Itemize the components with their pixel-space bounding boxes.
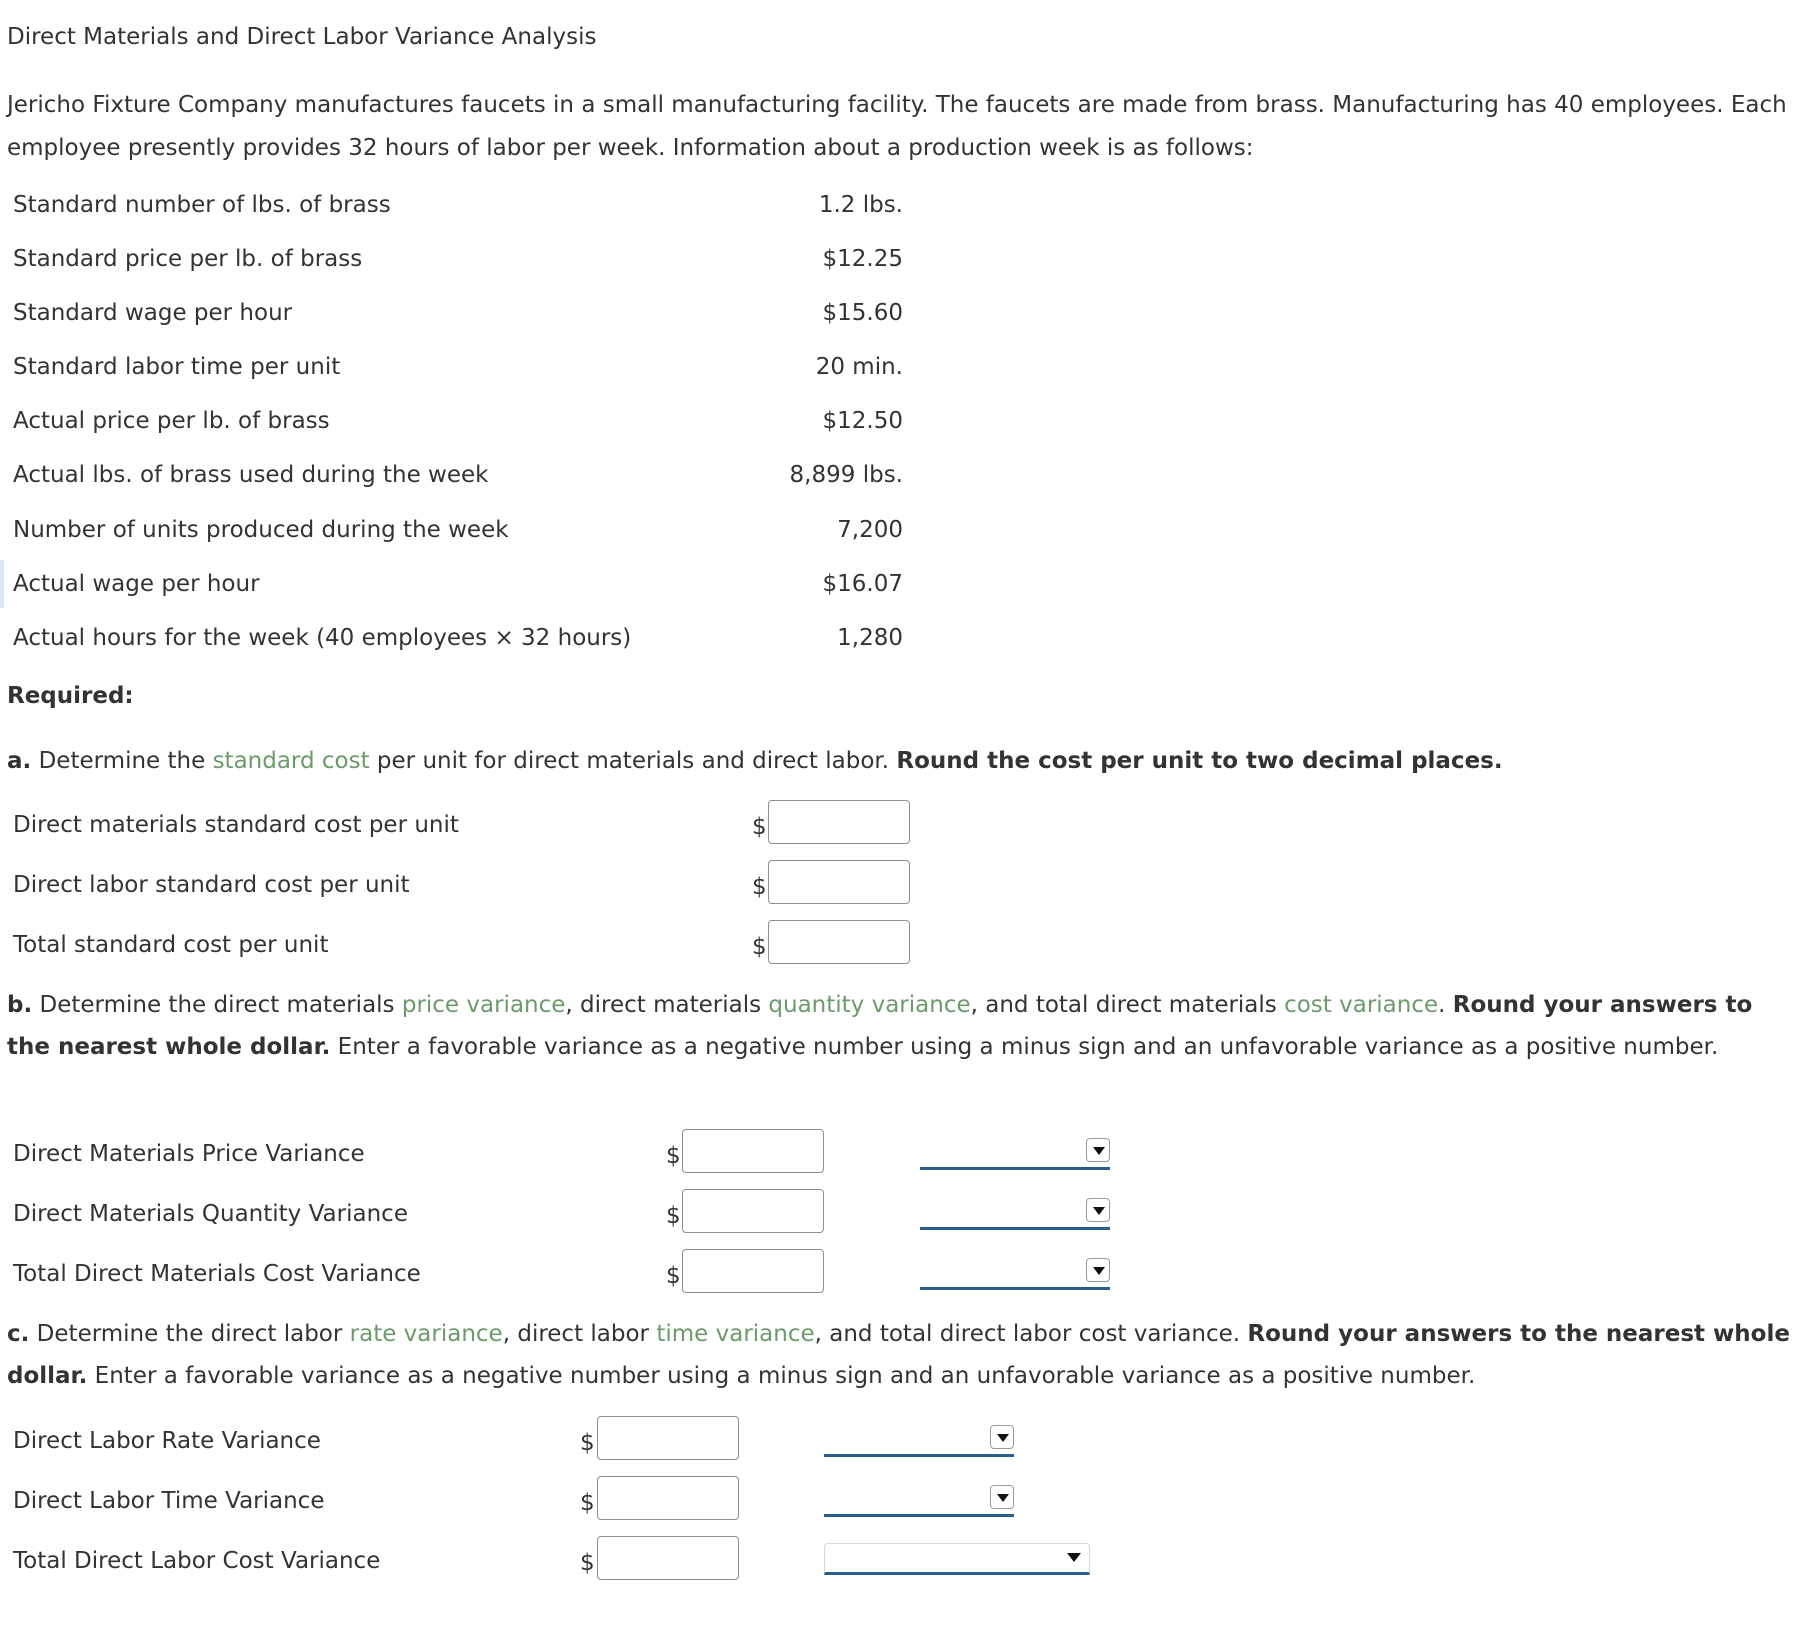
part-letter: c. [7,1321,30,1347]
part-b-row-label: Total Direct Materials Cost Variance [13,1261,421,1287]
part-a-instructions: a. Determine the standard cost per unit for direct materials and direct labor. Round the cost per unit to two decimal places. [7,748,1503,774]
part-a-row-label: Direct labor standard cost per unit [13,872,410,898]
part-b-row-label: Direct Materials Quantity Variance [13,1201,408,1227]
info-label: Standard labor time per unit [13,354,341,380]
info-label: Actual price per lb. of brass [13,408,330,434]
part-c-row-label: Total Direct Labor Cost Variance [13,1548,381,1574]
total-standard-cost-input[interactable] [768,920,910,964]
dl-cost-variance-select[interactable] [824,1543,1090,1575]
chevron-down-icon[interactable] [1086,1198,1110,1222]
dm-quantity-variance-select[interactable] [920,1198,1110,1230]
quantity-variance-link[interactable]: quantity variance [768,992,971,1018]
required-heading: Required: [7,683,134,709]
chevron-down-icon[interactable] [990,1485,1014,1509]
info-value: 8,899 lbs. [789,462,903,488]
info-label: Standard wage per hour [13,300,293,326]
info-label: Number of units produced during the week [13,517,509,543]
info-label: Actual wage per hour [13,571,260,597]
dollar-sign: $ [666,1203,681,1229]
dl-time-variance-select[interactable] [824,1485,1014,1517]
info-value: 7,200 [837,517,903,543]
dollar-sign: $ [580,1550,595,1576]
chevron-down-icon[interactable] [990,1425,1014,1449]
dl-time-variance-input[interactable] [597,1476,739,1520]
part-b-instructions: b. Determine the direct materials price variance, direct materials quantity variance, and total direct materials cost variance. Round your answers to the nearest whole dollar. Enter a favorable variance as a negative number using a minus sign and an unfavorable variance as a positive number. [7,992,1753,1060]
chevron-down-icon [1067,1553,1081,1562]
standard-cost-link[interactable]: standard cost [212,748,370,774]
info-value: $12.25 [822,246,903,272]
part-c-row-label: Direct Labor Time Variance [13,1488,325,1514]
dl-rate-variance-input[interactable] [597,1416,739,1460]
info-label: Actual hours for the week (40 employees × 32 hours) [13,625,632,651]
info-value: $15.60 [822,300,903,326]
dollar-sign: $ [580,1490,595,1516]
dm-quantity-variance-input[interactable] [682,1189,824,1233]
chevron-down-icon[interactable] [1086,1258,1110,1282]
part-c-row-label: Direct Labor Rate Variance [13,1428,321,1454]
part-b-row-label: Direct Materials Price Variance [13,1141,365,1167]
dm-price-variance-input[interactable] [682,1129,824,1173]
time-variance-link[interactable]: time variance [656,1321,815,1347]
info-label: Actual lbs. of brass used during the week [13,462,489,488]
rate-variance-link[interactable]: rate variance [349,1321,503,1347]
dl-cost-variance-input[interactable] [597,1536,739,1580]
problem-intro: Jericho Fixture Company manufactures faucets in a small manufacturing facility. The faucets are made from brass. Manufacturing has 40 employees. Each employee presently provides 32 hours of labor per week. Information about a production week is as follows: [7,92,1787,161]
info-value: 20 min. [815,354,903,380]
dl-standard-cost-input[interactable] [768,860,910,904]
info-label: Standard number of lbs. of brass [13,192,391,218]
info-value: 1.2 lbs. [818,192,903,218]
part-c-instructions: c. Determine the direct labor rate variance, direct labor time variance, and total direct labor cost variance. Round your answers to the nearest whole dollar. Enter a favorable variance as a negative number using a minus sign and an unfavorable variance as a positive number. [7,1321,1790,1389]
page-title: Direct Materials and Direct Labor Variance Analysis [7,24,597,50]
dm-standard-cost-input[interactable] [768,800,910,844]
row-focus-marker [0,560,4,608]
info-value: $16.07 [822,571,903,597]
dollar-sign: $ [666,1263,681,1289]
chevron-down-icon[interactable] [1086,1138,1110,1162]
dollar-sign: $ [752,814,767,840]
cost-variance-link[interactable]: cost variance [1284,992,1439,1018]
price-variance-link[interactable]: price variance [401,992,566,1018]
dollar-sign: $ [752,874,767,900]
dm-cost-variance-input[interactable] [682,1249,824,1293]
part-a-row-label: Total standard cost per unit [13,932,329,958]
part-a-row-label: Direct materials standard cost per unit [13,812,459,838]
info-label: Standard price per lb. of brass [13,246,363,272]
dm-cost-variance-select[interactable] [920,1258,1110,1290]
info-value: 1,280 [837,625,903,651]
dl-rate-variance-select[interactable] [824,1425,1014,1457]
dm-price-variance-select[interactable] [920,1138,1110,1170]
dollar-sign: $ [752,934,767,960]
dollar-sign: $ [666,1143,681,1169]
part-letter: a. [7,748,32,774]
part-letter: b. [7,992,33,1018]
dollar-sign: $ [580,1430,595,1456]
info-value: $12.50 [822,408,903,434]
